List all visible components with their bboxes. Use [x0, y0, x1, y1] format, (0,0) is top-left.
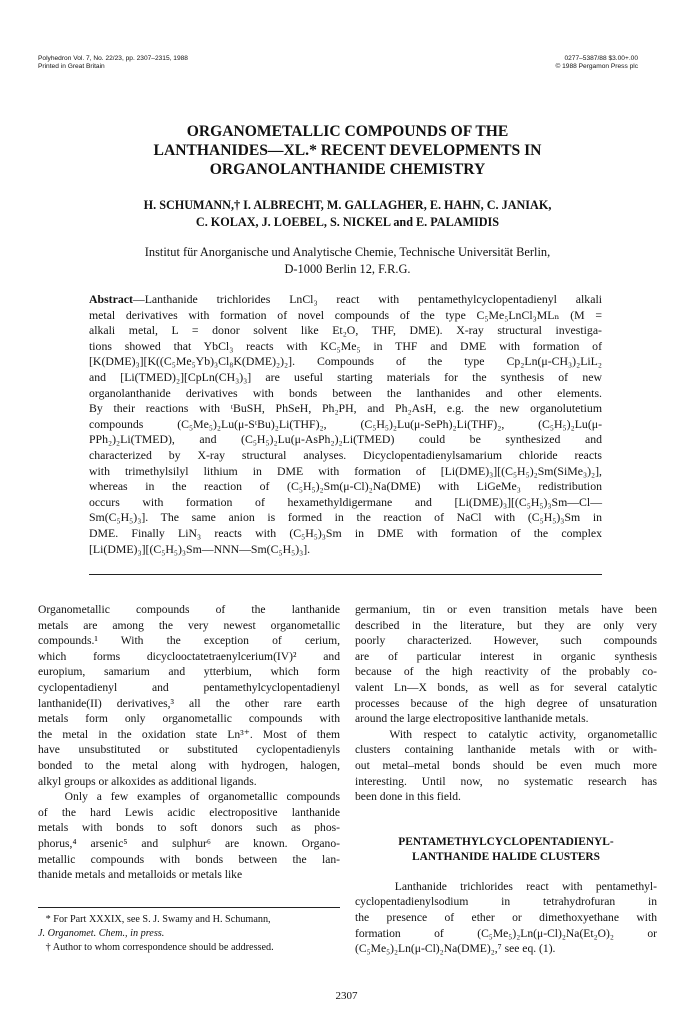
affiliation-line: Institut für Anorganische und Analytische Chemie, Technische Universität Berlin,: [144, 245, 551, 259]
body-line: Organometallic compounds of the lanthanide: [38, 603, 340, 616]
body-line: compounds.¹ With the exception of cerium,: [38, 634, 340, 648]
section-heading: [355, 835, 657, 865]
body-line: europium, samarium and ytterbium, which form: [38, 665, 340, 679]
body-line: formation of (C₅Me₅)₂Ln(μ-Cl)₂Na(Et₂O)₂ or: [355, 926, 657, 940]
affiliation: [60, 244, 635, 278]
page-number: 2307: [335, 990, 358, 1002]
abstract-first-line: [89, 292, 602, 308]
journal-header-left: [38, 55, 188, 71]
issn-price: 0277–5387/88 $3.00+.00: [564, 55, 638, 62]
title-line: LANTHANIDES—XL.* RECENT DEVELOPMENTS IN: [153, 142, 542, 159]
author-line: C. KOLAX, J. LOEBEL, S. NICKEL and E. PALAMIDIS: [195, 215, 500, 229]
abstract-label: Abstract: [89, 292, 133, 306]
abstract-line: Sm(C₅H₅)₃]. The same anion is formed in the reaction of NaCl with (C₅H₅)₃Sm in: [89, 510, 602, 525]
section-heading-line: PENTAMETHYLCYCLOPENTADIENYL-: [398, 835, 614, 848]
abstract-line: organolanthanide derivatives with bonds between the lanthanides and other elements.: [89, 385, 602, 400]
body-line: lanthanide(II) derivatives,³ all the other rare earth: [38, 696, 340, 710]
body-line: metals are among the very newest organometallic: [38, 618, 340, 632]
section-heading-line: LANTHANIDE HALIDE CLUSTERS: [412, 850, 600, 863]
journal-header-right: [555, 55, 638, 71]
body-line: metals with bonds to soft donors such as phos-: [38, 821, 340, 835]
body-column-left: [38, 602, 340, 883]
journal-citation: Polyhedron Vol. 7, No. 22/23, pp. 2307–2315, 1988: [38, 55, 188, 62]
copyright: © 1988 Pergamon Press plc: [555, 63, 638, 70]
body-line: bonded to the metal along with hydrogen, halogen,: [38, 758, 340, 772]
author-list: [60, 197, 635, 231]
footnote-divider: [38, 907, 340, 908]
abstract-line: characterized by X-ray structural analyses. Dicyclopentadienylsamarium chloride reacts: [89, 447, 602, 462]
abstract-line: tions showed that YbCl₃ reacts with KC₅Me₅ in THF and DME with formation of: [89, 338, 602, 353]
title-line: ORGANOLANTHANIDE CHEMISTRY: [209, 161, 486, 178]
abstract-line: DME. Finally LiN₃ reacts with (C₅H₅)₃Sm in DME with formation of the complex: [89, 525, 602, 540]
body-line: metallic compounds with bonds between the lan-: [38, 852, 340, 866]
abstract: [89, 292, 602, 557]
body-line: Lanthanide trichlorides react with pentamethyl-: [355, 879, 657, 893]
author-line: H. SCHUMANN,† I. ALBRECHT, M. GALLAGHER, E. HAHN, C. JANIAK,: [143, 198, 552, 212]
body-line: around the large electropositive lanthanide metals.: [355, 712, 589, 726]
body-column-right: [355, 602, 657, 957]
abstract-divider: [89, 574, 602, 575]
abstract-line: By their reactions with ᵗBuSH, PhSeH, Ph₂PH, and Ph₂AsH, e.g. the new organolutetium: [89, 401, 602, 416]
abstract-line: occurs with formation of hexamethyldigermane and [Li(DME)₃][(C₅H₅)₃Sm—Cl—: [89, 494, 602, 509]
abstract-line: PPh₂)₂Li(TMED), and (C₅H₅)₂Lu(μ-AsPh₂)₂Li(TMED) could be synthesized and: [89, 432, 602, 447]
body-line: have unsubstituted or substituted cyclopentadienyls: [38, 743, 340, 757]
abstract-line: metal derivatives with formation of novel compounds of the type C₅Me₅LnCl₃MLₙ (M =: [89, 307, 602, 322]
abstract-line: [Li(DME)₃][(C₅H₅)₃Sm—NNN—Sm(C₅H₅)₃].: [89, 541, 311, 556]
footnote: † Author to whom correspondence should be addressed.: [38, 941, 274, 953]
body-line: With respect to catalytic activity, organometallic: [355, 727, 657, 741]
body-line: valent Ln—X bonds, as well as for several catalytic: [355, 680, 657, 694]
abstract-line: compounds (C₅Me₅)₂Lu(μ-SᵗBu)₂Li(THF)₂, (C₅H₅)₂Lu(μ-SePh)₂Li(THF)₂, (C₅H₅)₂Lu(μ-: [89, 416, 602, 431]
body-line: clusters containing lanthanide metals with or with-: [355, 743, 657, 757]
body-line: germanium, tin or even transition metals have been: [355, 603, 657, 616]
abstract-line: with trimethylsilyl lithium in DME with formation of [Li(DME)₃][(C₅H₅)₂Sm(SiMe₃)₂],: [89, 463, 602, 478]
body-line: described in the literature, but they are only very: [355, 618, 657, 632]
body-line: metals form only organometallic compounds with: [38, 712, 340, 726]
title-line: ORGANOMETALLIC COMPOUNDS OF THE: [186, 123, 509, 140]
affiliation-line: D-1000 Berlin 12, F.R.G.: [284, 262, 411, 276]
body-line: the presence of ether or dimethoxyethane with: [355, 910, 657, 924]
body-line: cyclopentadienyl and pentamethylcyclopentadienyl: [38, 680, 340, 694]
body-line: interesting. Until now, no systematic research has: [355, 774, 657, 788]
body-line: poorly characterized. However, such compounds: [355, 634, 657, 648]
body-line: out metal–metal bonds should be even much more: [355, 758, 657, 772]
abstract-line: [K(DME)₃][K((C₅Me₅Yb)₃Cl₈K(DME)₂)₂]. Compounds of the type Cp₂Ln(μ-CH₃)₂LiL₂: [89, 354, 602, 369]
footnote: * For Part XXXIX, see S. J. Swamy and H. Schumann,: [38, 914, 271, 925]
footnote: J. Organomet. Chem., in press.: [38, 927, 165, 939]
body-line: (C₅Me₅)₂Ln(μ-Cl)₂Na(DME)₂,⁷ see eq. (1).: [355, 942, 556, 956]
body-line: been done in this field.: [355, 790, 461, 804]
body-line: processes because of the high degree of unsaturation: [355, 696, 657, 710]
body-line: which forms dicyclooctatetraenylcerium(IV)² and: [38, 649, 340, 663]
paper-title: [60, 122, 635, 179]
abstract-line: and [Li(TMED)₂][CpLn(CH₃)₃] are useful starting materials for the synthesis of new: [89, 369, 602, 384]
body-line: because of the high reactivity of the probably co-: [355, 665, 657, 679]
body-line: the metal in the oxidation state Ln³⁺. Most of them: [38, 727, 340, 741]
print-location: Printed in Great Britain: [38, 63, 105, 70]
body-line: alkyl groups or alkoxides as additional ligands.: [38, 774, 257, 788]
footnotes: [38, 913, 340, 954]
body-line: are of particular interest in organic synthesis: [355, 649, 657, 663]
abstract-first-text: —Lanthanide trichlorides LnCl₃ react with pentamethylcyclopentadienyl alkali: [132, 292, 602, 306]
abstract-line: alkali metal, L = donor solvent like Et₂O, THF, DME). X-ray structural investiga-: [89, 323, 602, 338]
body-line: cyclopentadienylsodium in tetrahydrofuran in: [355, 895, 657, 909]
body-line: Only a few examples of organometallic compounds: [38, 790, 340, 804]
body-line: thanide metals and metalloids or metals like: [38, 868, 243, 882]
abstract-line: whereas in the reaction of (C₅H₅)₂Sm(μ-Cl)₂Na(DME) with LiGeMe₃ redistribution: [89, 479, 602, 494]
body-line: phorus,⁴ arsenic⁵ and sulphur⁶ are known. Organo-: [38, 836, 340, 850]
body-line: of the hard Lewis acidic electropositive lanthanide: [38, 805, 340, 819]
